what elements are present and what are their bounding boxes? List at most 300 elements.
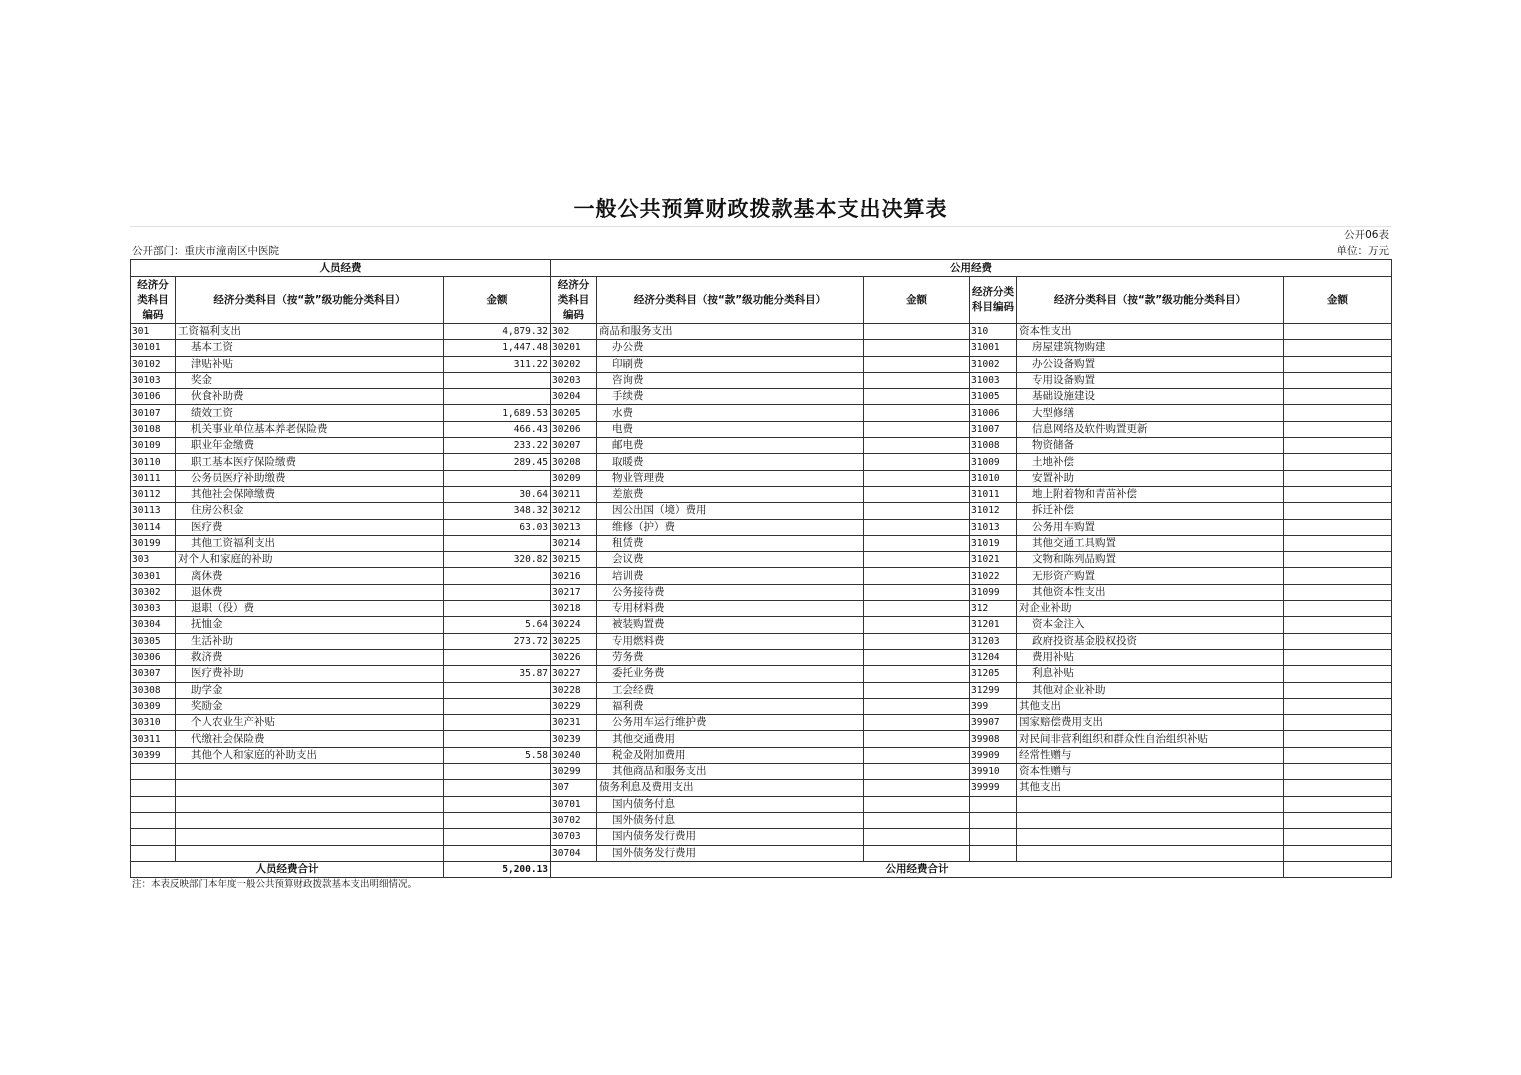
amount-cell	[1284, 780, 1392, 796]
header-name-2: 经济分类科目（按“款”级功能分类科目）	[597, 277, 864, 324]
name-cell: 助学金	[176, 682, 444, 698]
code-cell: 30305	[131, 633, 176, 649]
name-cell: 专用设备购置	[1017, 372, 1284, 388]
name-cell: 其他支出	[1017, 780, 1284, 796]
code-cell: 31013	[970, 519, 1017, 535]
code-cell	[131, 812, 176, 828]
expenditure-table	[130, 259, 1392, 878]
table-row	[131, 340, 1392, 356]
table-row	[131, 829, 1392, 845]
code-cell	[131, 796, 176, 812]
name-cell: 绩效工资	[176, 405, 444, 421]
code-cell: 30204	[551, 389, 597, 405]
code-cell: 31203	[970, 633, 1017, 649]
name-cell: 会议费	[597, 552, 864, 568]
header-code-1: 经济分类科目编码	[131, 277, 176, 324]
name-cell: 国内债务付息	[597, 796, 864, 812]
code-cell: 30304	[131, 617, 176, 633]
header-amount-3: 金额	[1284, 277, 1392, 324]
name-cell: 公务接待费	[597, 584, 864, 600]
code-cell: 312	[970, 601, 1017, 617]
amount-cell	[444, 389, 551, 405]
amount-cell	[1284, 829, 1392, 845]
section-header-row	[131, 260, 1392, 277]
amount-cell	[864, 666, 970, 682]
amount-cell	[1284, 715, 1392, 731]
amount-cell	[864, 780, 970, 796]
name-cell: 债务利息及费用支出	[597, 780, 864, 796]
table-row	[131, 389, 1392, 405]
amount-cell	[864, 633, 970, 649]
amount-cell: 1,447.48	[444, 340, 551, 356]
name-cell: 离休费	[176, 568, 444, 584]
name-cell: 其他商品和服务支出	[597, 764, 864, 780]
amount-cell	[864, 340, 970, 356]
code-cell	[970, 812, 1017, 828]
table-row	[131, 845, 1392, 861]
amount-cell	[1284, 747, 1392, 763]
code-cell: 31299	[970, 682, 1017, 698]
amount-cell	[1284, 649, 1392, 665]
amount-cell: 289.45	[444, 454, 551, 470]
amount-cell	[1284, 324, 1392, 340]
table-row	[131, 764, 1392, 780]
code-cell: 31022	[970, 568, 1017, 584]
amount-cell	[1284, 666, 1392, 682]
table-row	[131, 584, 1392, 600]
amount-cell	[1284, 340, 1392, 356]
table-row	[131, 405, 1392, 421]
amount-cell	[444, 715, 551, 731]
name-cell: 工会经费	[597, 682, 864, 698]
code-cell: 307	[551, 780, 597, 796]
table-row	[131, 519, 1392, 535]
name-cell: 国内债务发行费用	[597, 829, 864, 845]
code-cell: 30202	[551, 356, 597, 372]
name-cell: 救济费	[176, 649, 444, 665]
code-cell: 39999	[970, 780, 1017, 796]
code-cell	[131, 764, 176, 780]
amount-cell	[1284, 438, 1392, 454]
code-cell: 399	[970, 698, 1017, 714]
amount-cell: 320.82	[444, 552, 551, 568]
code-cell: 31011	[970, 486, 1017, 502]
name-cell: 费用补贴	[1017, 649, 1284, 665]
name-cell: 基本工资	[176, 340, 444, 356]
amount-cell	[1284, 356, 1392, 372]
code-cell: 30399	[131, 747, 176, 763]
code-cell: 30704	[551, 845, 597, 861]
table-row	[131, 649, 1392, 665]
table-note: 注：本表反映部门本年度一般公共预算财政拨款基本支出明细情况。	[132, 879, 418, 891]
name-cell: 手续费	[597, 389, 864, 405]
amount-cell	[1284, 731, 1392, 747]
code-cell: 31008	[970, 438, 1017, 454]
header-name-1: 经济分类科目（按“款”级功能分类科目）	[176, 277, 444, 324]
name-cell: 委托业务费	[597, 666, 864, 682]
code-cell: 30703	[551, 829, 597, 845]
amount-cell	[444, 682, 551, 698]
amount-cell	[444, 584, 551, 600]
table-row	[131, 633, 1392, 649]
code-cell: 30208	[551, 454, 597, 470]
amount-cell	[1284, 845, 1392, 861]
table-row	[131, 438, 1392, 454]
code-cell: 30310	[131, 715, 176, 731]
amount-cell	[864, 356, 970, 372]
amount-cell	[444, 649, 551, 665]
code-cell: 30206	[551, 421, 597, 437]
name-cell: 其他对企业补助	[1017, 682, 1284, 698]
name-cell: 培训费	[597, 568, 864, 584]
name-cell: 资本金注入	[1017, 617, 1284, 633]
code-cell: 31204	[970, 649, 1017, 665]
public-total-value	[1284, 861, 1392, 877]
name-cell	[1017, 829, 1284, 845]
name-cell: 信息网络及软件购置更新	[1017, 421, 1284, 437]
name-cell: 物资储备	[1017, 438, 1284, 454]
dept-unit-row	[130, 243, 1391, 259]
department-label: 公开部门：重庆市潼南区中医院	[132, 245, 279, 257]
name-cell: 其他资本性支出	[1017, 584, 1284, 600]
name-cell	[176, 812, 444, 828]
header-amount-1: 金额	[444, 277, 551, 324]
code-cell: 31205	[970, 666, 1017, 682]
code-cell: 39909	[970, 747, 1017, 763]
amount-cell	[1284, 812, 1392, 828]
name-cell	[176, 829, 444, 845]
code-cell: 31099	[970, 584, 1017, 600]
form-number: 公开06表	[1344, 229, 1389, 241]
name-cell	[1017, 845, 1284, 861]
table-row	[131, 796, 1392, 812]
code-cell: 30106	[131, 389, 176, 405]
name-cell: 医疗费补助	[176, 666, 444, 682]
amount-cell	[444, 535, 551, 551]
name-cell: 安置补助	[1017, 470, 1284, 486]
amount-cell	[864, 649, 970, 665]
name-cell: 商品和服务支出	[597, 324, 864, 340]
amount-cell	[1284, 617, 1392, 633]
name-cell: 税金及附加费用	[597, 747, 864, 763]
amount-cell	[864, 519, 970, 535]
name-cell: 其他支出	[1017, 698, 1284, 714]
code-cell: 30107	[131, 405, 176, 421]
name-cell: 其他社会保障缴费	[176, 486, 444, 502]
amount-cell	[1284, 503, 1392, 519]
code-cell: 30111	[131, 470, 176, 486]
amount-cell: 311.22	[444, 356, 551, 372]
name-cell: 专用燃料费	[597, 633, 864, 649]
name-cell: 其他交通工具购置	[1017, 535, 1284, 551]
table-row	[131, 535, 1392, 551]
amount-cell	[864, 454, 970, 470]
code-cell: 39908	[970, 731, 1017, 747]
name-cell	[176, 796, 444, 812]
code-cell: 30108	[131, 421, 176, 437]
code-cell: 31021	[970, 552, 1017, 568]
personnel-total-value: 5,200.13	[444, 861, 551, 877]
code-cell: 31009	[970, 454, 1017, 470]
table-row	[131, 812, 1392, 828]
table-row	[131, 454, 1392, 470]
amount-cell	[864, 682, 970, 698]
name-cell: 无形资产购置	[1017, 568, 1284, 584]
totals-row	[131, 861, 1392, 877]
amount-cell: 273.72	[444, 633, 551, 649]
code-cell: 30112	[131, 486, 176, 502]
code-cell: 30301	[131, 568, 176, 584]
code-cell: 30215	[551, 552, 597, 568]
table-row	[131, 617, 1392, 633]
name-cell: 地上附着物和青苗补偿	[1017, 486, 1284, 502]
amount-cell	[444, 845, 551, 861]
code-cell: 30702	[551, 812, 597, 828]
name-cell: 政府投资基金股权投资	[1017, 633, 1284, 649]
amount-cell	[864, 617, 970, 633]
code-cell: 31019	[970, 535, 1017, 551]
code-cell: 31001	[970, 340, 1017, 356]
code-cell: 30303	[131, 601, 176, 617]
name-cell: 因公出国（境）费用	[597, 503, 864, 519]
amount-cell	[1284, 584, 1392, 600]
name-cell: 个人农业生产补贴	[176, 715, 444, 731]
amount-cell	[1284, 519, 1392, 535]
name-cell: 医疗费	[176, 519, 444, 535]
name-cell	[1017, 812, 1284, 828]
code-cell	[970, 829, 1017, 845]
code-cell: 39907	[970, 715, 1017, 731]
name-cell: 咨询费	[597, 372, 864, 388]
unit-label: 单位：万元	[1336, 245, 1389, 257]
name-cell: 资本性赠与	[1017, 764, 1284, 780]
amount-cell: 30.64	[444, 486, 551, 502]
amount-cell	[1284, 405, 1392, 421]
table-row	[131, 731, 1392, 747]
name-cell: 退职（役）费	[176, 601, 444, 617]
code-cell: 30199	[131, 535, 176, 551]
amount-cell	[1284, 389, 1392, 405]
code-cell: 30308	[131, 682, 176, 698]
code-cell: 30227	[551, 666, 597, 682]
amount-cell	[444, 601, 551, 617]
name-cell: 机关事业单位基本养老保险费	[176, 421, 444, 437]
name-cell: 代缴社会保险费	[176, 731, 444, 747]
amount-cell	[1284, 552, 1392, 568]
code-cell: 30114	[131, 519, 176, 535]
amount-cell	[1284, 535, 1392, 551]
code-cell: 31201	[970, 617, 1017, 633]
code-cell: 30211	[551, 486, 597, 502]
amount-cell	[444, 372, 551, 388]
name-cell: 公务用车购置	[1017, 519, 1284, 535]
amount-cell	[1284, 421, 1392, 437]
table-row	[131, 780, 1392, 796]
code-cell: 30103	[131, 372, 176, 388]
name-cell: 取暖费	[597, 454, 864, 470]
name-cell: 对民间非营利组织和群众性自治组织补贴	[1017, 731, 1284, 747]
table-row	[131, 470, 1392, 486]
amount-cell	[864, 486, 970, 502]
table-row	[131, 503, 1392, 519]
amount-cell	[444, 731, 551, 747]
amount-cell: 63.03	[444, 519, 551, 535]
name-cell: 职业年金缴费	[176, 438, 444, 454]
code-cell: 30307	[131, 666, 176, 682]
amount-cell	[864, 731, 970, 747]
code-cell: 31012	[970, 503, 1017, 519]
table-row	[131, 552, 1392, 568]
name-cell: 租赁费	[597, 535, 864, 551]
code-cell: 30218	[551, 601, 597, 617]
amount-cell: 5.64	[444, 617, 551, 633]
amount-cell: 35.87	[444, 666, 551, 682]
name-cell: 奖金	[176, 372, 444, 388]
code-cell: 31002	[970, 356, 1017, 372]
code-cell: 31005	[970, 389, 1017, 405]
amount-cell	[1284, 601, 1392, 617]
name-cell: 邮电费	[597, 438, 864, 454]
amount-cell	[1284, 698, 1392, 714]
code-cell: 301	[131, 324, 176, 340]
amount-cell: 1,689.53	[444, 405, 551, 421]
amount-cell	[444, 470, 551, 486]
amount-cell	[864, 829, 970, 845]
amount-cell	[864, 715, 970, 731]
column-header-row	[131, 277, 1392, 324]
amount-cell	[1284, 796, 1392, 812]
amount-cell	[864, 438, 970, 454]
name-cell: 对企业补助	[1017, 601, 1284, 617]
amount-cell	[1284, 486, 1392, 502]
amount-cell: 348.32	[444, 503, 551, 519]
name-cell: 办公费	[597, 340, 864, 356]
code-cell: 30701	[551, 796, 597, 812]
amount-cell	[864, 552, 970, 568]
code-cell	[970, 845, 1017, 861]
code-cell: 30309	[131, 698, 176, 714]
code-cell: 302	[551, 324, 597, 340]
name-cell: 工资福利支出	[176, 324, 444, 340]
amount-cell	[864, 372, 970, 388]
name-cell: 其他工资福利支出	[176, 535, 444, 551]
name-cell: 资本性支出	[1017, 324, 1284, 340]
code-cell	[131, 845, 176, 861]
amount-cell	[864, 601, 970, 617]
amount-cell	[444, 568, 551, 584]
header-code-2: 经济分类科目编码	[551, 277, 597, 324]
name-cell: 住房公积金	[176, 503, 444, 519]
section-public: 公用经费	[551, 260, 1392, 277]
amount-cell: 4,879.32	[444, 324, 551, 340]
amount-cell	[864, 747, 970, 763]
name-cell: 国家赔偿费用支出	[1017, 715, 1284, 731]
amount-cell	[864, 503, 970, 519]
header-amount-2: 金额	[864, 277, 970, 324]
table-row	[131, 421, 1392, 437]
table-row	[131, 715, 1392, 731]
amount-cell	[864, 812, 970, 828]
name-cell: 被装购置费	[597, 617, 864, 633]
name-cell: 基础设施建设	[1017, 389, 1284, 405]
name-cell: 抚恤金	[176, 617, 444, 633]
name-cell: 国外债务付息	[597, 812, 864, 828]
code-cell: 30212	[551, 503, 597, 519]
amount-cell	[1284, 764, 1392, 780]
code-cell	[131, 829, 176, 845]
amount-cell	[1284, 372, 1392, 388]
code-cell: 30240	[551, 747, 597, 763]
name-cell: 对个人和家庭的补助	[176, 552, 444, 568]
name-cell: 劳务费	[597, 649, 864, 665]
name-cell: 其他个人和家庭的补助支出	[176, 747, 444, 763]
form-number-row	[130, 227, 1391, 243]
name-cell: 伙食补助费	[176, 389, 444, 405]
name-cell: 公务用车运行维护费	[597, 715, 864, 731]
section-personnel: 人员经费	[131, 260, 551, 277]
code-cell: 30228	[551, 682, 597, 698]
amount-cell	[1284, 470, 1392, 486]
report-sheet	[130, 192, 1391, 892]
code-cell: 30207	[551, 438, 597, 454]
amount-cell: 5.58	[444, 747, 551, 763]
name-cell: 职工基本医疗保险缴费	[176, 454, 444, 470]
name-cell: 办公设备购置	[1017, 356, 1284, 372]
table-row	[131, 486, 1392, 502]
code-cell: 30109	[131, 438, 176, 454]
code-cell: 30225	[551, 633, 597, 649]
code-cell: 30302	[131, 584, 176, 600]
amount-cell: 233.22	[444, 438, 551, 454]
name-cell: 津贴补贴	[176, 356, 444, 372]
amount-cell	[864, 845, 970, 861]
code-cell	[131, 780, 176, 796]
code-cell: 30306	[131, 649, 176, 665]
amount-cell	[864, 421, 970, 437]
name-cell: 电费	[597, 421, 864, 437]
amount-cell	[1284, 454, 1392, 470]
amount-cell	[864, 796, 970, 812]
name-cell: 水费	[597, 405, 864, 421]
code-cell: 30213	[551, 519, 597, 535]
amount-cell	[864, 568, 970, 584]
name-cell	[1017, 796, 1284, 812]
table-row	[131, 356, 1392, 372]
name-cell: 物业管理费	[597, 470, 864, 486]
amount-cell	[864, 764, 970, 780]
name-cell: 印刷费	[597, 356, 864, 372]
code-cell: 30209	[551, 470, 597, 486]
amount-cell	[1284, 682, 1392, 698]
table-row	[131, 568, 1392, 584]
code-cell: 31006	[970, 405, 1017, 421]
code-cell: 30205	[551, 405, 597, 421]
public-total-label: 公用经费合计	[551, 861, 1284, 877]
amount-cell	[864, 698, 970, 714]
name-cell: 土地补偿	[1017, 454, 1284, 470]
code-cell: 30311	[131, 731, 176, 747]
name-cell: 国外债务发行费用	[597, 845, 864, 861]
report-title: 一般公共预算财政拨款基本支出决算表	[130, 192, 1391, 227]
name-cell: 专用材料费	[597, 601, 864, 617]
table-row	[131, 372, 1392, 388]
table-row	[131, 682, 1392, 698]
name-cell: 房屋建筑物购建	[1017, 340, 1284, 356]
code-cell: 30110	[131, 454, 176, 470]
amount-cell	[864, 535, 970, 551]
code-cell: 31003	[970, 372, 1017, 388]
amount-cell	[444, 829, 551, 845]
